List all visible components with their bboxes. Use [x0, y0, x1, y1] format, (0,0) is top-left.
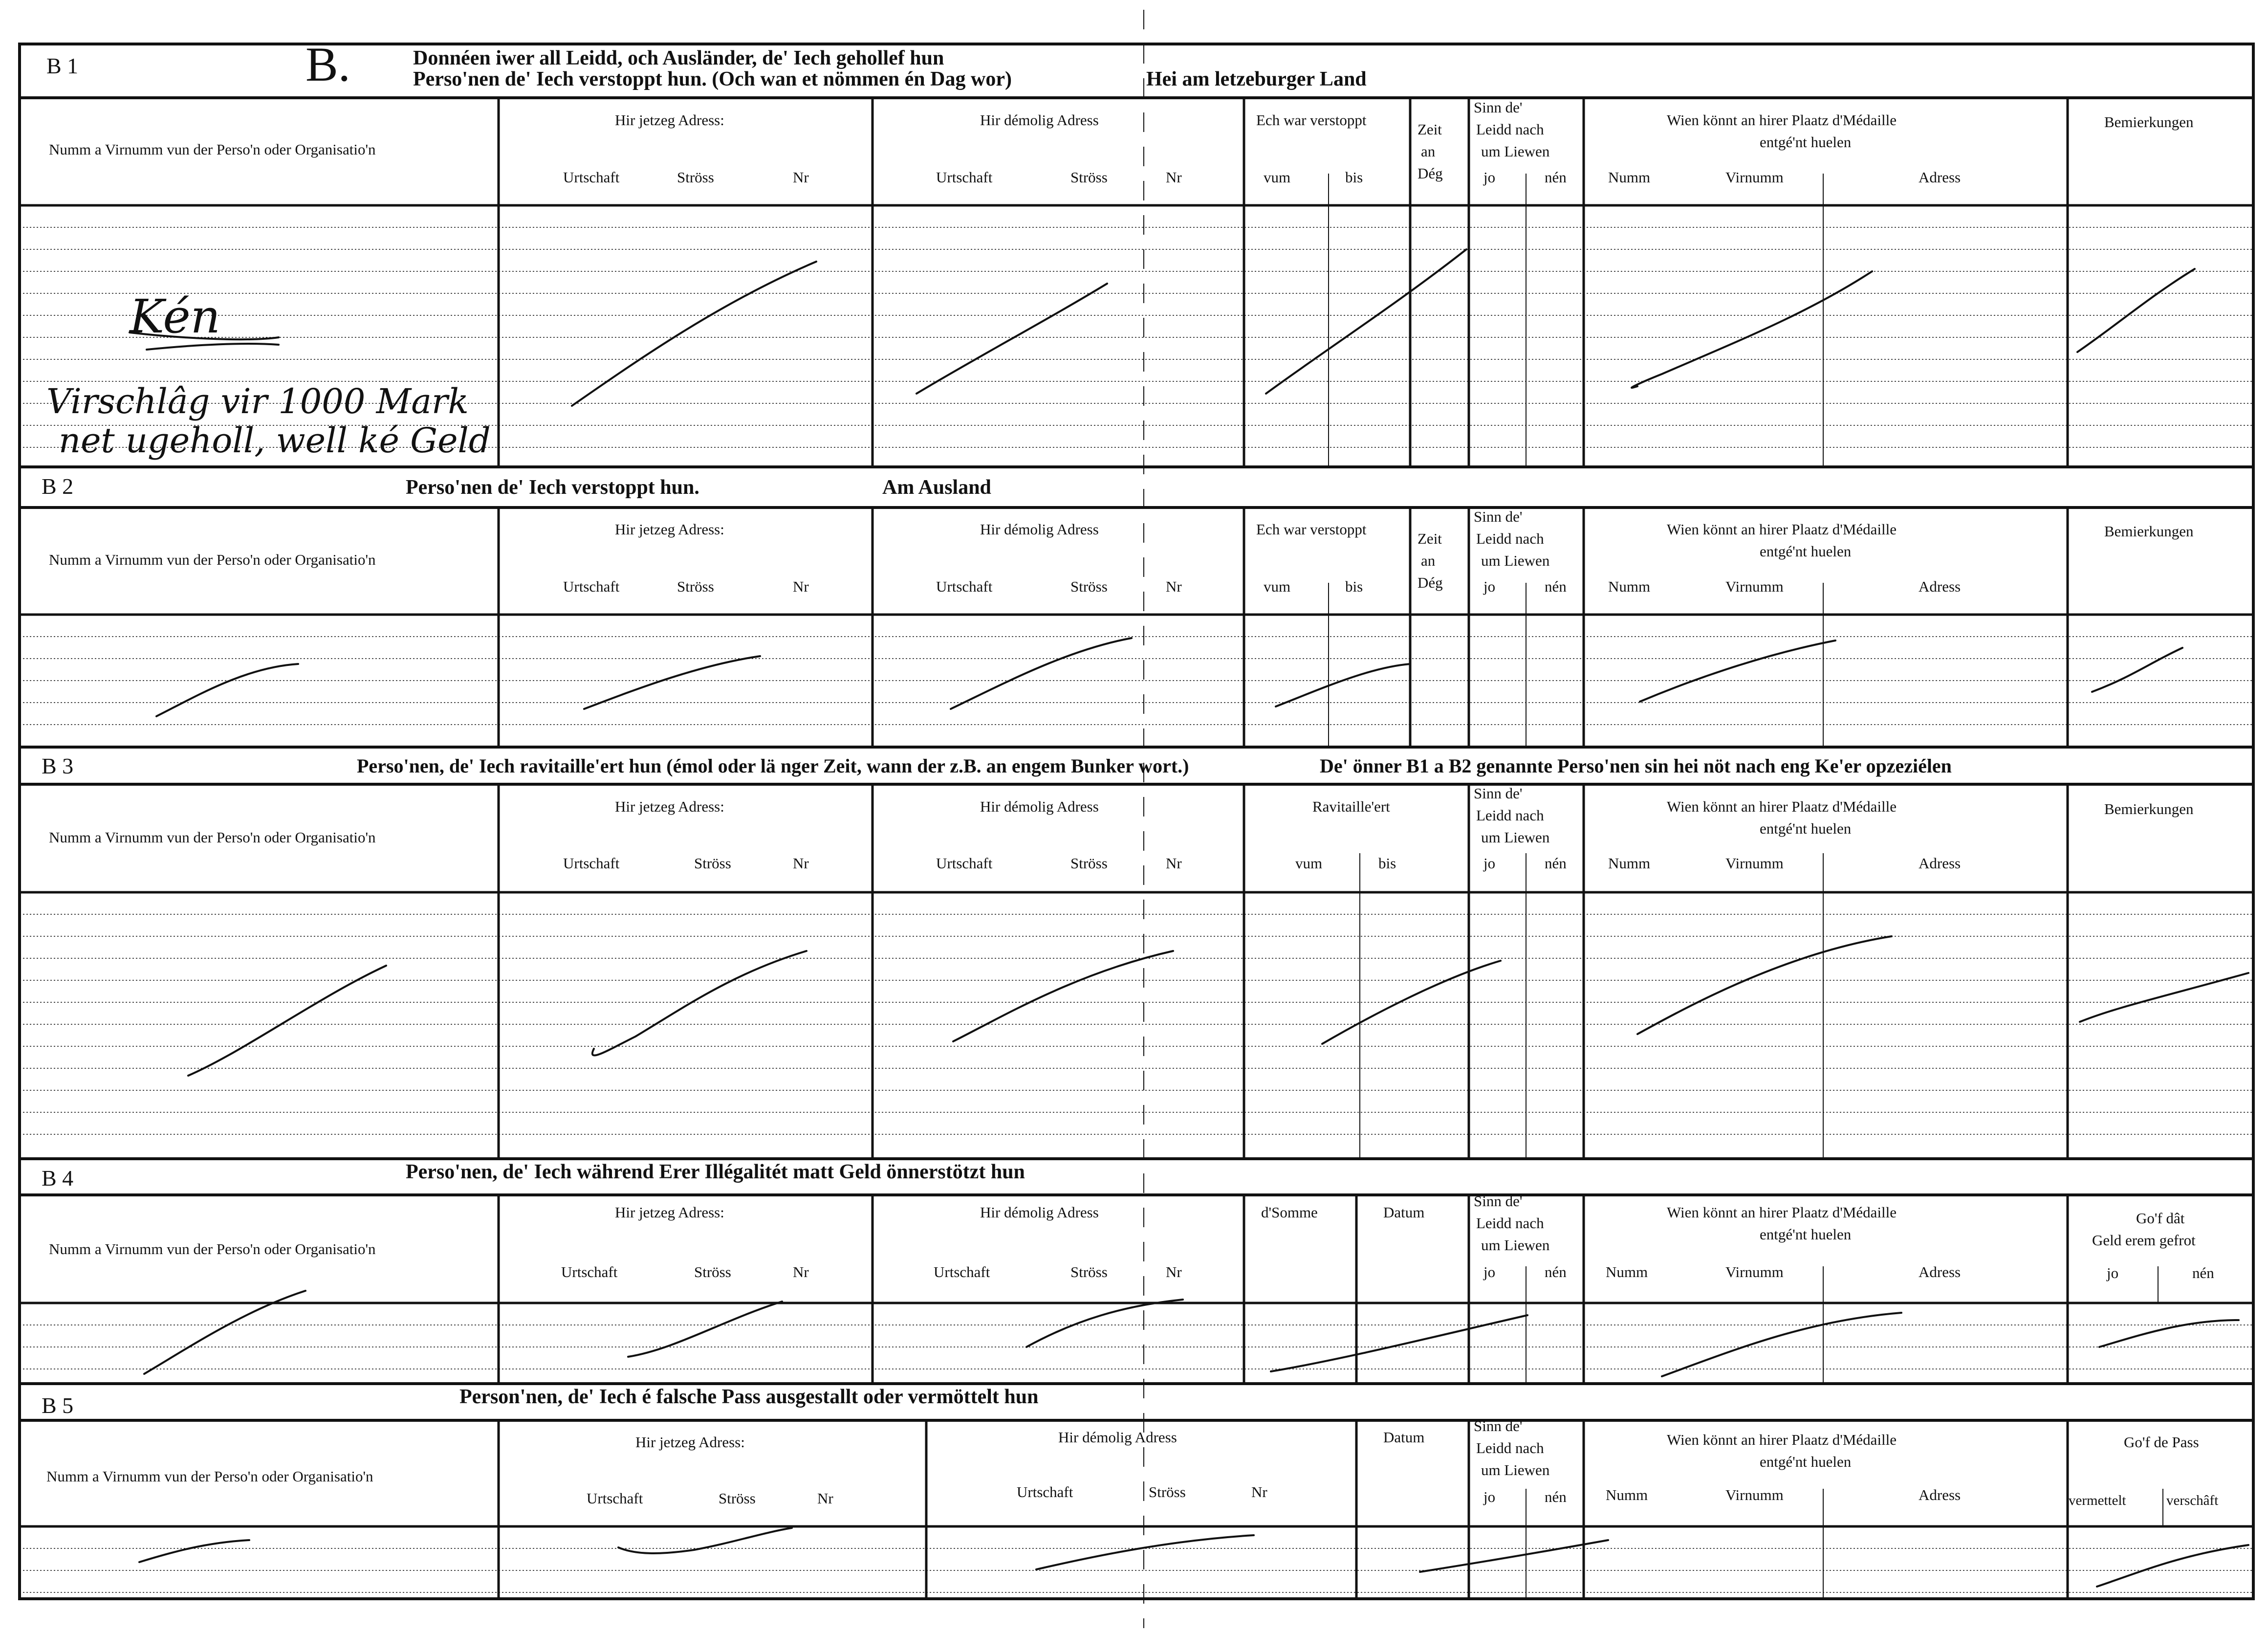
col-street-header: Ströss	[1070, 578, 1108, 595]
col-medal-name-header: Numm	[1608, 578, 1651, 595]
col-street-header: Ströss	[1070, 169, 1108, 186]
section-title-right: Hei am letzeburger Land	[1146, 68, 1367, 90]
form-grid	[20, 10, 2253, 1628]
section-code: B 4	[42, 1166, 74, 1191]
col-street-header: Ströss	[1070, 1263, 1108, 1280]
section-title: Perso'nen de' Iech verstoppt hun. (Och wan et nömmen én Dag wor)	[413, 68, 1012, 90]
col-yes-header: jo	[1483, 578, 1496, 595]
col-number-header: Nr	[793, 578, 809, 595]
col-suffered-header: Leidd nach	[1476, 530, 1544, 547]
col-date-header: Datum	[1383, 1204, 1425, 1221]
col-days-header: Zeit	[1418, 121, 1442, 138]
handwritten-stroke	[1026, 1300, 1183, 1347]
col-suffered-header: Sinn de'	[1474, 785, 1523, 802]
section-code: B 1	[46, 53, 79, 78]
col-suffered-header: Leidd nach	[1476, 1214, 1544, 1232]
col-suffered-header: Sinn de'	[1474, 1417, 1523, 1434]
col-from-header: vum	[1264, 578, 1291, 595]
handwritten-note: Virschlâg vir 1000 Mark	[46, 381, 469, 421]
col-former-address-header: Hir démolig Adress	[1058, 1429, 1177, 1446]
col-locality-header: Urtschaft	[1017, 1483, 1073, 1501]
col-current-address-header: Hir jetzeg Adress:	[635, 1434, 745, 1451]
col-no-header: nén	[1545, 1263, 1567, 1280]
col-name-header: Numm a Virnumm vun der Perso'n oder Organisatio'n	[49, 829, 376, 846]
col-pass-header: Go'f de Pass	[2124, 1434, 2199, 1451]
col-from-header: vum	[1295, 855, 1323, 872]
handwritten-stroke	[1662, 1313, 1901, 1376]
section-b5	[42, 1386, 2218, 1508]
handwritten-stroke	[1632, 271, 1872, 388]
col-suffered-header: Sinn de'	[1474, 1192, 1523, 1210]
col-supplied-header: Ravitaille'ert	[1312, 798, 1390, 815]
col-street-header: Ströss	[1070, 855, 1108, 872]
col-date-header: Datum	[1383, 1429, 1425, 1446]
col-name-header: Numm a Virnumm vun der Perso'n oder Organisatio'n	[49, 141, 376, 158]
col-medal-address-header: Adress	[1919, 1263, 1961, 1280]
col-locality-header: Urtschaft	[561, 1263, 618, 1280]
col-former-address-header: Hir démolig Adress	[980, 111, 1099, 129]
col-former-address-header: Hir démolig Adress	[980, 798, 1099, 815]
col-suffered-header: Leidd nach	[1476, 1439, 1544, 1456]
col-medal-name-header: Numm	[1608, 855, 1651, 872]
col-medal-address-header: Adress	[1919, 169, 1961, 186]
handwritten-stroke	[156, 664, 298, 716]
col-pass-mediated-header: vermettelt	[2069, 1493, 2126, 1508]
col-medal-firstname-header: Virnumm	[1725, 1486, 1784, 1503]
section-b1	[46, 37, 2194, 461]
handwritten-stroke	[592, 951, 807, 1056]
col-number-header: Nr	[1166, 1263, 1182, 1280]
col-from-header: vum	[1264, 169, 1291, 186]
col-current-address-header: Hir jetzeg Adress:	[615, 521, 724, 538]
section-title: Person'nen, de' Iech é falsche Pass ausgestallt oder vermöttelt hun	[459, 1386, 1039, 1408]
col-medal-firstname-header: Virnumm	[1725, 169, 1784, 186]
col-medal-address-header: Adress	[1919, 855, 1961, 872]
col-suffered-header: um Liewen	[1481, 1236, 1550, 1254]
col-locality-header: Urtschaft	[563, 578, 620, 595]
col-pass-made-header: verschâft	[2166, 1493, 2219, 1508]
col-locality-header: Urtschaft	[934, 1263, 990, 1280]
handwritten-stroke	[188, 966, 386, 1076]
section-title: Donnéen iwer all Leidd, och Ausländer, de' Iech gehollef hun	[413, 47, 944, 69]
col-locality-header: Urtschaft	[936, 578, 993, 595]
col-medal-header: entgé'nt huelen	[1760, 820, 1852, 837]
section-letter: B.	[305, 37, 350, 91]
handwritten-stroke	[1271, 1315, 1527, 1371]
col-medal-header: entgé'nt huelen	[1760, 543, 1852, 560]
col-yes-header: jo	[1483, 855, 1496, 872]
col-medal-header: entgé'nt huelen	[1760, 1453, 1852, 1470]
col-medal-header: Wien könnt an hirer Plaatz d'Médaille	[1667, 1431, 1897, 1448]
col-former-address-header: Hir démolig Adress	[980, 1204, 1099, 1221]
col-street-header: Ströss	[677, 169, 714, 186]
handwritten-stroke	[953, 951, 1173, 1041]
handwritten-stroke	[572, 262, 816, 406]
col-street-header: Ströss	[1149, 1483, 1186, 1501]
col-suffered-header: um Liewen	[1481, 552, 1550, 569]
col-no-header: nén	[1545, 578, 1567, 595]
col-number-header: Nr	[1166, 855, 1182, 872]
col-suffered-header: Sinn de'	[1474, 508, 1523, 525]
col-suffered-header: um Liewen	[1481, 1461, 1550, 1479]
section-code: B 5	[42, 1393, 74, 1418]
col-number-header: Nr	[793, 1263, 809, 1280]
col-name-header: Numm a Virnumm vun der Perso'n oder Organisatio'n	[46, 1468, 373, 1485]
col-gift-yes-header: jo	[2107, 1264, 2119, 1281]
col-former-address-header: Hir démolig Adress	[980, 521, 1099, 538]
handwritten-stroke	[2080, 973, 2248, 1022]
col-locality-header: Urtschaft	[936, 855, 993, 872]
col-sum-header: d'Somme	[1261, 1204, 1318, 1221]
col-no-header: nén	[1545, 169, 1567, 186]
col-locality-header: Urtschaft	[587, 1490, 643, 1507]
handwritten-stroke	[951, 638, 1132, 709]
col-to-header: bis	[1378, 855, 1396, 872]
handwritten-stroke	[2077, 269, 2195, 352]
col-current-address-header: Hir jetzeg Adress:	[615, 1204, 724, 1221]
col-medal-header: entgé'nt huelen	[1760, 1226, 1852, 1243]
col-name-header: Numm a Virnumm vun der Perso'n oder Organisatio'n	[49, 1240, 376, 1258]
col-locality-header: Urtschaft	[563, 855, 620, 872]
section-title-right: De' önner B1 a B2 genannte Perso'nen sin hei nöt nach eng Ke'er opzeziélen	[1320, 755, 1952, 777]
col-days-header: Dég	[1418, 574, 1443, 591]
handwritten-stroke	[1640, 640, 1835, 702]
col-medal-firstname-header: Virnumm	[1725, 578, 1784, 595]
handwritten-stroke	[1276, 664, 1410, 706]
col-street-header: Ströss	[677, 578, 714, 595]
col-suffered-header: um Liewen	[1481, 143, 1550, 160]
handwritten-stroke	[628, 1302, 782, 1357]
col-yes-header: jo	[1483, 1263, 1496, 1280]
form-border	[20, 44, 2253, 1599]
col-gift-no-header: nén	[2192, 1264, 2214, 1281]
col-days-header: Dég	[1418, 165, 1443, 182]
col-suffered-header: Leidd nach	[1476, 121, 1544, 138]
col-medal-address-header: Adress	[1919, 578, 1961, 595]
section-code: B 3	[42, 753, 74, 778]
handwritten-stroke	[1420, 1540, 1608, 1572]
col-number-header: Nr	[793, 855, 809, 872]
handwritten-stroke	[1036, 1535, 1254, 1569]
col-days-header: Zeit	[1418, 530, 1442, 547]
col-locality-header: Urtschaft	[936, 169, 993, 186]
col-medal-header: entgé'nt huelen	[1760, 133, 1852, 151]
col-medal-header: Wien könnt an hirer Plaatz d'Médaille	[1667, 1204, 1897, 1221]
col-street-header: Ströss	[694, 1263, 731, 1280]
col-to-header: bis	[1345, 578, 1363, 595]
handwritten-stroke	[916, 284, 1107, 394]
handwritten-note: net ugeholl, well ké Geld	[59, 420, 491, 461]
section-title-right: Am Ausland	[882, 476, 991, 499]
col-street-header: Ströss	[694, 855, 731, 872]
handwritten-stroke	[584, 656, 760, 709]
col-gift-header: Go'f dât	[2136, 1210, 2185, 1227]
col-number-header: Nr	[793, 169, 809, 186]
handwritten-stroke	[2092, 648, 2182, 692]
col-yes-header: jo	[1483, 169, 1496, 186]
section-b4	[42, 1161, 2214, 1281]
section-b2	[42, 474, 2194, 595]
col-remarks-header: Bemierkungen	[2104, 523, 2194, 540]
col-number-header: Nr	[1166, 169, 1182, 186]
section-title: Perso'nen de' Iech verstoppt hun.	[406, 476, 699, 499]
handwritten-entry: Kén	[130, 290, 220, 344]
col-no-header: nén	[1545, 1488, 1567, 1505]
col-no-header: nén	[1545, 855, 1567, 872]
handwritten-stroke	[1637, 936, 1892, 1034]
col-yes-header: jo	[1483, 1488, 1496, 1505]
col-gift-header: Geld erem gefrot	[2092, 1232, 2196, 1249]
col-medal-name-header: Numm	[1606, 1263, 1648, 1280]
section-b3	[42, 753, 2194, 872]
col-days-header: an	[1421, 143, 1436, 160]
handwritten-stroke	[2099, 1320, 2239, 1347]
col-suffered-header: Leidd nach	[1476, 807, 1544, 824]
col-number-header: Nr	[817, 1490, 833, 1507]
col-number-header: Nr	[1251, 1483, 1267, 1501]
col-medal-name-header: Numm	[1606, 1486, 1648, 1503]
col-name-header: Numm a Virnumm vun der Perso'n oder Organisatio'n	[49, 551, 376, 568]
col-suffered-header: um Liewen	[1481, 829, 1550, 846]
handwritten-stroke	[618, 1528, 792, 1553]
col-to-header: bis	[1345, 169, 1363, 186]
col-current-address-header: Hir jetzeg Adress:	[615, 111, 724, 129]
col-medal-address-header: Adress	[1919, 1486, 1961, 1503]
col-medal-header: Wien könnt an hirer Plaatz d'Médaille	[1667, 111, 1897, 129]
col-hidden-header: Ech war verstoppt	[1256, 521, 1367, 538]
col-medal-header: Wien könnt an hirer Plaatz d'Médaille	[1667, 521, 1897, 538]
col-street-header: Ströss	[719, 1490, 756, 1507]
col-number-header: Nr	[1166, 578, 1182, 595]
section-title: Perso'nen, de' Iech während Erer Illégalitét matt Geld önnerstötzt hun	[406, 1161, 1025, 1183]
col-hidden-header: Ech war verstoppt	[1256, 111, 1367, 129]
col-days-header: an	[1421, 552, 1436, 569]
section-code: B 2	[42, 474, 74, 499]
section-title: Perso'nen, de' Iech ravitaille'ert hun (émol oder lä nger Zeit, wann der z.B. an engem Bunker wort.)	[357, 755, 1189, 777]
col-medal-name-header: Numm	[1608, 169, 1651, 186]
col-medal-firstname-header: Virnumm	[1725, 1263, 1784, 1280]
handwritten-stroke	[147, 344, 279, 350]
handwritten-stroke	[139, 1540, 249, 1562]
col-locality-header: Urtschaft	[563, 169, 620, 186]
col-medal-firstname-header: Virnumm	[1725, 855, 1784, 872]
col-remarks-header: Bemierkungen	[2104, 800, 2194, 817]
col-medal-header: Wien könnt an hirer Plaatz d'Médaille	[1667, 798, 1897, 815]
col-remarks-header: Bemierkungen	[2104, 113, 2194, 131]
handwritten-stroke	[2097, 1545, 2248, 1587]
col-suffered-header: Sinn de'	[1474, 99, 1523, 116]
col-current-address-header: Hir jetzeg Adress:	[615, 798, 724, 815]
